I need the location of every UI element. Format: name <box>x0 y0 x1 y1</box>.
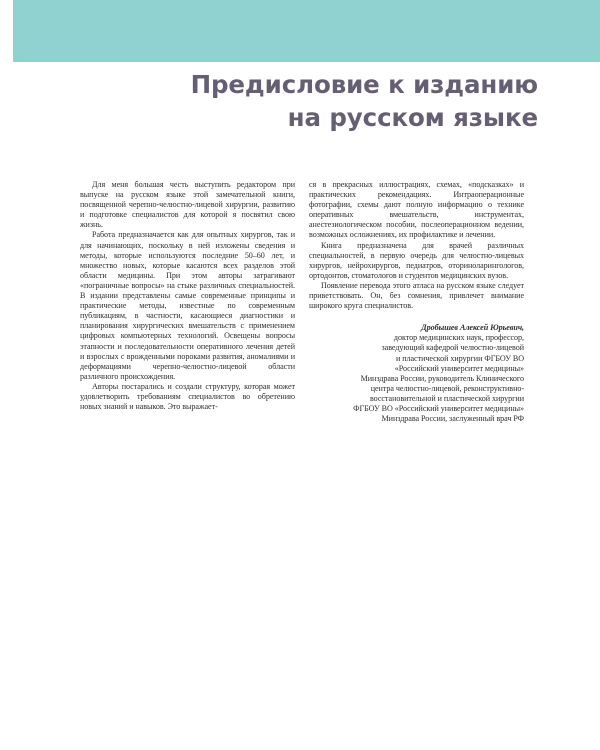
right-column <box>309 180 524 424</box>
editor-credentials-line: доктор медицинских наук, профессор, <box>393 333 524 343</box>
editor-credentials-line: Минздрава России, заслуженный врач РФ <box>381 414 524 424</box>
header-banner <box>13 0 600 62</box>
page-title <box>191 68 538 134</box>
editor-credentials-line: и пластической хирургии ФГБОУ ВО <box>395 353 524 363</box>
left-paragraph-3: Авторы постарались и создали структуру, которая может удовлетворить требованиям специалистов во обретению новых знаний и навыков. Это выражает- <box>80 381 295 412</box>
editor-credentials-line: восстановительной и пластической хирургии <box>369 393 524 403</box>
editor-credentials-line: заведующий кафедрой челюстно-лицевой <box>381 343 524 353</box>
right-paragraph-3: Появление перевода этого атласа на русском языке следует приветствовать. Он, без сомнения, привлечет внимание широкого круга специалистов. <box>309 280 524 311</box>
editor-signature <box>309 323 524 424</box>
editor-credentials-line: центра челюстно-лицевой, реконструктивно- <box>370 383 524 393</box>
editor-credentials-line: Минздрава России, руководитель Клинического <box>360 373 524 383</box>
right-paragraph-2: Книга предназначена для врачей различных специальностей, в первую очередь для челюстно-лицевых хирургов, нейрохирургов, педиатров, оториноларингологов, ортодонтов, стоматологов и студентов медицинских вузов. <box>309 240 524 280</box>
left-paragraph-2: Работа предназначается как для опытных хирургов, так и для начинающих, поскольку в ней изложены сведения и методы, которые используются последние 50–60 лет, и множество новых, которые касаются всех разделов этой области медицины. При этом авторы затрагивают «пограничные вопросы» на стыке различных специальностей. В издании представлены самые современные принципы и практические методы, известные по современным публикациям, в частности, касающиеся диагностики и планирования хирургических вмешательств с применением цифровых компьютерных технологий. Освещены вопросы этапности и последовательности оперативного лечения детей и взрослых с врожденными пороками развития, аномалиями и деформациями черепно-челюстно-лицевой области различного происхождения. <box>80 230 295 381</box>
left-paragraph-1: Для меня большая честь выступить редактором при выпуске на русском языке этой замечательной книги, посвященной черепно-челюстно-лицевой хирургии, развитию и подготовке специалистов для которой я посвятил свою жизнь. <box>80 180 295 230</box>
left-column <box>80 180 295 412</box>
title-line-2: на русском языке <box>287 103 538 132</box>
editor-credentials-line: ФГБОУ ВО «Российский университет медицины» <box>353 403 524 413</box>
title-line-1: Предисловие к изданию <box>190 70 538 99</box>
editor-name: Дробышев Алексей Юрьевич, <box>421 323 524 333</box>
right-paragraph-1: ся в прекрасных иллюстрациях, схемах, «подсказках» и практических рекомендациях. Интраоперационные фотографии, схемы дают полную информацию о технике оперативных вмешательств, инструментах, анестезиологическом пособии, послеоперационном ведении, возможных осложнениях, их профилактике и лечении. <box>309 180 524 240</box>
editor-credentials-line: «Российский университет медицины» <box>394 363 524 373</box>
